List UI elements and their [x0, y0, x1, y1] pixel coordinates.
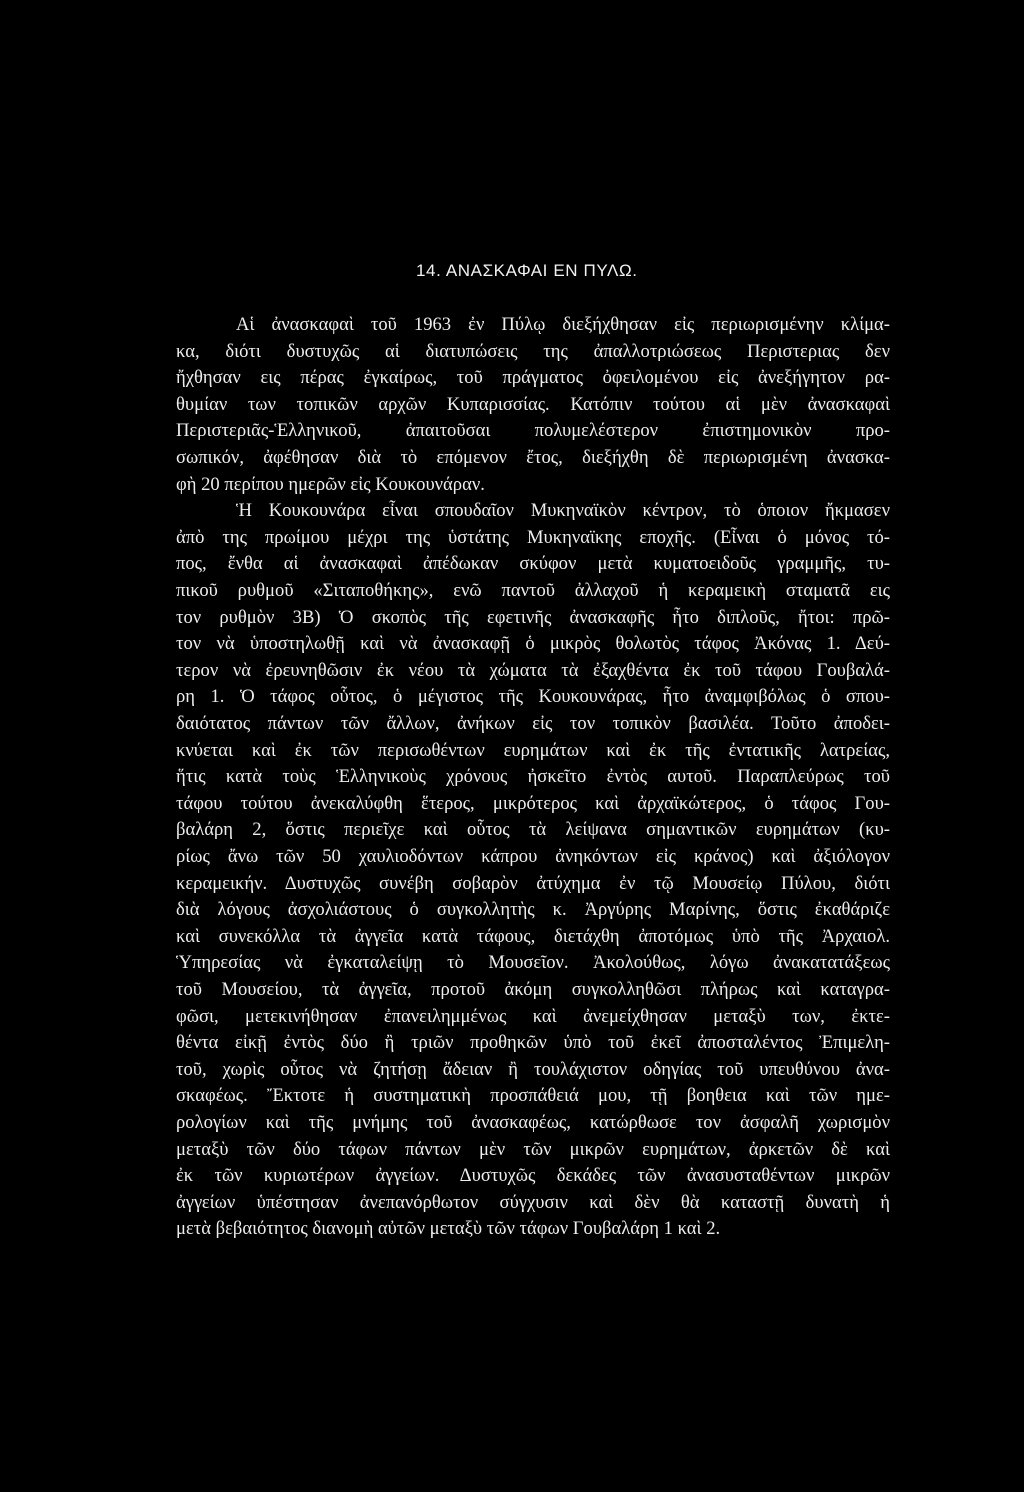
text-line: καὶ συνεκόλλα τὰ ἀγγεῖα κατὰ τάφους, διετάχθη ἀποτόμως ὑπὸ τῆς Ἀρχαιολ. — [176, 925, 890, 947]
text-line: πικοῦ ρυθμοῦ «Σιταποθήκης», ενῶ παντοῦ ἀλλαχοῦ ἡ κεραμεικὴ σταματᾶ εις — [176, 580, 890, 601]
text-line: διὰ λόγους ἀσχολιάστους ὁ συγκολλητὴς κ. Ἀργύρης Μαρίνης, ὅστις ἐκαθάριζε — [176, 899, 890, 921]
text-line: θέντα εἰκῇ ἐντὸς δύο ἢ τριῶν προθηκῶν ὑπὸ τοῦ ἐκεῖ ἀποσταλέντος Ἐπιμελη- — [176, 1032, 890, 1054]
text-line: σκαφέως. Ἔκτοτε ἡ συστηματικὴ προσπάθειά μου, τῇ βοηθεια καὶ τῶν ημε- — [176, 1085, 890, 1107]
text-line: τον νὰ ὑποστηλωθῇ καὶ νὰ ἀνασκαφῇ ὁ μικρὸς θολωτὸς τάφος Ἀκόνας 1. Δεύ- — [176, 633, 890, 655]
text-line: τοῦ Μουσείου, τὰ ἀγγεῖα, προτοῦ ἀκόμη συγκολληθῶσι πλήρως καὶ καταγρα- — [176, 979, 890, 1000]
text-line: ἥτις κατὰ τοὺς Ἑλληνικοὺς χρόνους ἠσκεῖτο ἐντὸς αυτοῦ. Παραπλεύρως τοῦ — [176, 766, 890, 788]
text-line: Ὑπηρεσίας νὰ ἐγκαταλείψῃ τὸ Μουσεῖον. Ἀκολούθως, λόγω ἀνακατατάξεως — [176, 952, 890, 974]
text-line: τερον νὰ ἐρευνηθῶσιν ἐκ νέου τὰ χώματα τὰ ἐξαχθέντα ἐκ τοῦ τάφου Γουβαλά- — [176, 659, 890, 681]
text-line: ἀπὸ της πρωίμου μέχρι της ὑστάτης Μυκηναϊκης εποχῆς. (Εἶναι ὁ μόνος τό- — [176, 526, 890, 548]
text-line: κα, διότι δυστυχῶς αἱ διατυπώσεις της ἀπαλλοτριώσεως Περιστεριας δεν — [176, 340, 890, 362]
text-line: μεταξὺ τῶν δύο τάφων πάντων μὲν τῶν μικρῶν ευρημάτων, ἀρκετῶν δὲ καὶ — [176, 1138, 890, 1160]
text-line: Αἱ ἀνασκαφαὶ τοῦ 1963 ἐν Πύλῳ διεξήχθησαν εἰς περιωρισμένην κλίμα- — [236, 314, 890, 335]
text-line: τον ρυθμὸν 3Β) Ὁ σκοπὸς τῆς εφετινῆς ἀνασκαφῆς ἦτο διπλοῦς, ἤτοι: πρῶ- — [176, 606, 890, 628]
text-line: πος, ἔνθα αἱ ἀνασκαφαὶ ἀπέδωκαν σκύφον μετὰ κυματοειδοῦς γραμμῆς, τυ- — [176, 553, 890, 575]
text-line: κεραμεικήν. Δυστυχῶς συνέβη σοβαρὸν ἀτύχημα ἐν τῷ Μουσείῳ Πύλου, διότι — [176, 872, 890, 894]
section-heading: 14. ΑΝΑΣΚΑΦΑΙ ΕΝ ΠΥΛΩ. — [416, 261, 638, 280]
text-line: τοῦ, χωρὶς οὗτος νὰ ζητήσῃ ἄδειαν ἢ τουλάχιστον οδηγίας τοῦ υπευθύνου ἀνα- — [176, 1058, 890, 1080]
text-line: φῶσι, μετεκινήθησαν ἐπανειλημμένως καὶ ἀνεμείχθησαν μεταξὺ των, ἐκτε- — [176, 1005, 890, 1027]
text-line: μετὰ βεβαιότητος διανομὴ αὐτῶν μεταξὺ τῶν τάφων Γουβαλάρη 1 καὶ 2. — [176, 1218, 721, 1240]
text-line: ἐκ τῶν κυριωτέρων ἀγγείων. Δυστυχῶς δεκάδες τῶν ἀνασυσταθέντων μικρῶν — [176, 1165, 890, 1187]
text-line: ἤχθησαν εις πέρας ἐγκαίρως, τοῦ πράγματος ὀφειλομένου εἰς ἀνεξήγητον ρα- — [176, 367, 890, 389]
text-line: ρολογίων καὶ τῆς μνήμης τοῦ ἀνασκαφέως, κατώρθωσε τον ἀσφαλῆ χωρισμὸν — [176, 1112, 890, 1133]
text-line: θυμίαν των τοπικῶν αρχῶν Κυπαρισσίας. Κατόπιν τούτου αἱ μὲν ἀνασκαφαὶ — [176, 393, 890, 415]
text-line: ἀγγείων ὑπέστησαν ἀνεπανόρθωτον σύγχυσιν καὶ δὲν θὰ καταστῇ δυνατὴ ἡ — [176, 1191, 890, 1213]
text-line: βαλάρη 2, ὅστις περιεῖχε καὶ οὗτος τὰ λείψανα σημαντικῶν ευρημάτων (κυ- — [176, 819, 890, 841]
text-line: φὴ 20 περίπου ημερῶν εἰς Κουκουνάραν. — [176, 473, 485, 495]
text-line: ρίως ἄνω τῶν 50 χαυλιοδόντων κάπρου ἀνηκόντων εἰς κράνος) καὶ ἀξιόλογον — [176, 846, 890, 867]
text-line: κνύεται καὶ ἐκ τῶν περισωθέντων ευρημάτων καὶ ἐκ τῆς ἐντατικῆς λατρείας, — [176, 739, 890, 761]
text-line: σωπικόν, ἀφέθησαν διὰ τὸ επόμενον ἔτος, διεξήχθη δὲ περιωρισμένη ἀνασκα- — [176, 447, 890, 468]
text-line: τάφου τούτου ἀνεκαλύφθη ἕτερος, μικρότερος καὶ ἀρχαϊκώτερος, ὁ τάφος Γου- — [176, 792, 890, 814]
text-line: ρη 1. Ὁ τάφος οὗτος, ὁ μέγιστος τῆς Κουκουνάρας, ἦτο ἀναμφιβόλως ὁ σπου- — [176, 686, 890, 708]
text-line: Περιστεριᾶς-Ἑλληνικοῦ, ἀπαιτοῦσαι πολυμελέστερον ἐπιστημονικὸν προ- — [176, 420, 890, 442]
text-line: Ἡ Κουκουνάρα εἶναι σπουδαῖον Μυκηναϊκὸν κέντρον, τὸ ὁποιον ἤκμασεν — [236, 500, 890, 522]
text-line: δαιότατος πάντων τῶν ἄλλων, ἀνήκων εἰς τον τοπικὸν βασιλέα. Τοῦτο ἀποδει- — [176, 713, 890, 734]
